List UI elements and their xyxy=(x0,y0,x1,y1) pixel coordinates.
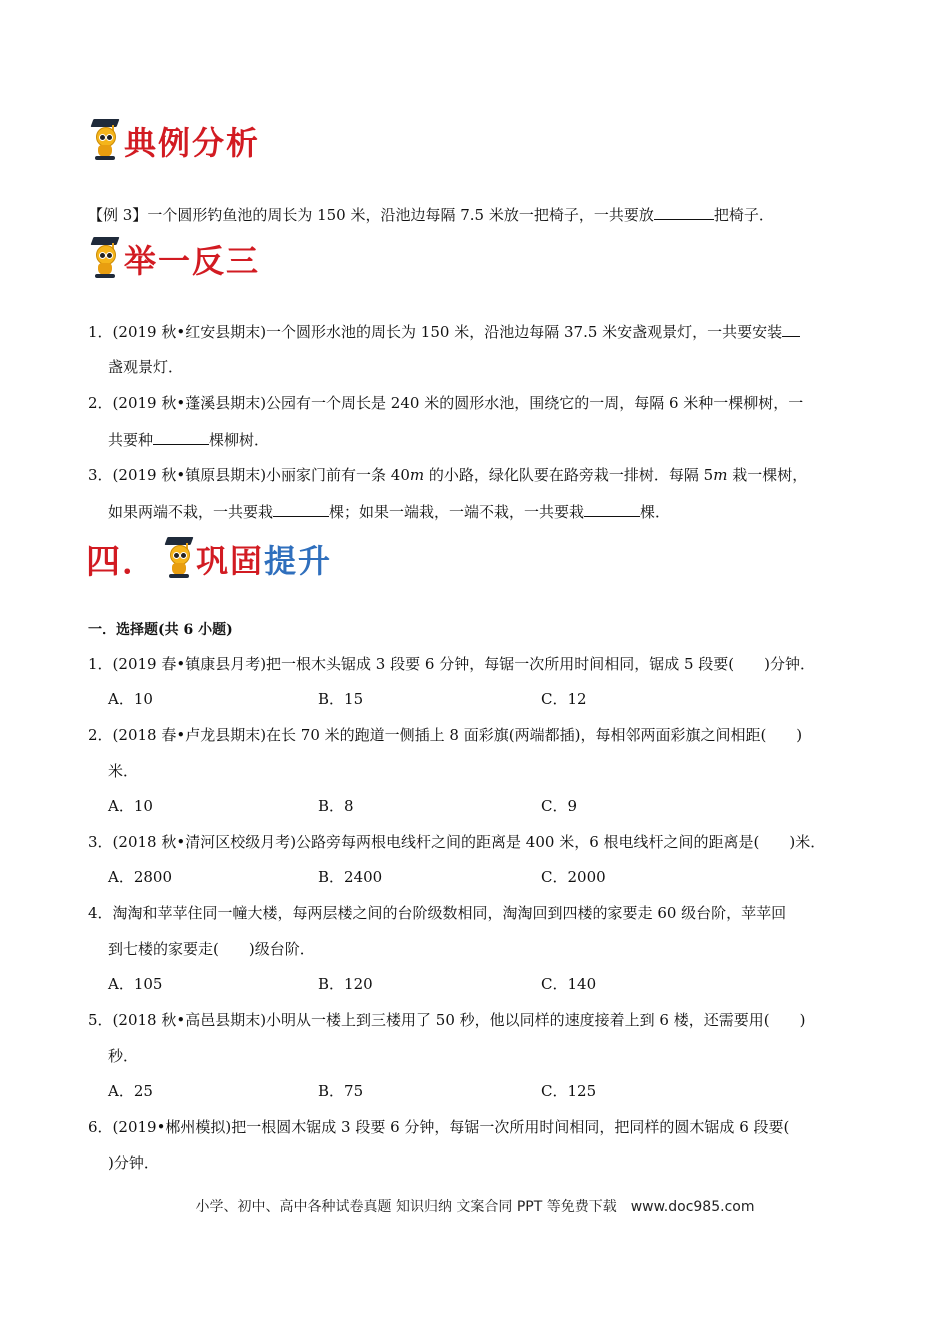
banner-examples xyxy=(88,118,260,164)
banner-practice-text: 举一反三 xyxy=(124,242,261,280)
question-1: 1．(2019 春•镇康县月考)把一根木头锯成 3 段要 6 分钟，每锯一次所用时间相同，锯成 5 段要( )分钟． xyxy=(88,655,815,673)
banner-examples-text: 典例分析 xyxy=(124,124,261,162)
q3-option-b[interactable]: B．2400 xyxy=(318,868,383,886)
question-4: 4．淘淘和苹苹住同一幢大楼，每两层楼之间的台阶级数相同，淘淘回到四楼的家要走 60 级台阶，苹苹回 xyxy=(88,904,787,922)
practice-2: 2．(2019 秋•蓬溪县期末)公园有一个周长是 240 米的圆形水池，围绕它的一周，每隔 6 米种一棵柳树，一 xyxy=(88,394,804,412)
answer-blank xyxy=(782,320,800,337)
q4-option-a[interactable]: A．105 xyxy=(108,975,163,993)
scholar-mascot-icon xyxy=(88,237,122,281)
q5-option-a[interactable]: A．25 xyxy=(108,1082,153,1100)
q1-option-b[interactable]: B．15 xyxy=(318,690,364,708)
answer-blank xyxy=(584,500,640,517)
q2-option-b[interactable]: B．8 xyxy=(318,797,354,815)
answer-blank xyxy=(153,428,209,445)
q1-option-c[interactable]: C．12 xyxy=(541,690,587,708)
scholar-mascot-icon xyxy=(88,119,122,163)
banner-consolidate-b: 提升 xyxy=(264,541,333,580)
practice-3: 3．(2019 秋•镇原县期末)小丽家门前有一条 40m 的小路，绿化队要在路旁栽一排树．每隔 5m 栽一棵树， xyxy=(88,466,808,484)
q3-option-a[interactable]: A．2800 xyxy=(108,868,173,886)
example-label: 【例 3】 xyxy=(88,206,148,224)
q4-option-b[interactable]: B．120 xyxy=(318,975,373,993)
section-title: 一．选择题(共 6 小题) xyxy=(88,622,233,638)
banner-consolidate-a: 巩固 xyxy=(196,541,265,580)
q2-option-c[interactable]: C．9 xyxy=(541,797,578,815)
q2-option-a[interactable]: A．10 xyxy=(108,797,153,815)
practice-1-cont: 盏观景灯． xyxy=(108,358,184,376)
question-3: 3．(2018 秋•清河区校级月考)公路旁每两根电线杆之间的距离是 400 米，6 根电线杆之间的距离是( )米． xyxy=(88,833,826,851)
banner-consolidate-num: 四． xyxy=(86,542,158,582)
practice-1: 1．(2019 秋•红安县期末)一个圆形水池的周长为 150 米，沿池边每隔 37.5 米安盏观景灯，一共要安装 xyxy=(88,320,800,343)
question-4-cont: 到七楼的家要走( )级台阶． xyxy=(108,940,315,958)
banner-practice xyxy=(88,236,260,282)
answer-blank xyxy=(273,500,329,517)
question-2-cont: 米． xyxy=(108,762,139,780)
answer-blank xyxy=(654,203,714,220)
practice-2-cont: 共要种 棵柳树． xyxy=(108,428,269,451)
q4-option-c[interactable]: C．140 xyxy=(541,975,597,993)
question-5: 5．(2018 秋•高邑县期末)小明从一楼上到三楼用了 50 秒，他以同样的速度接着上到 6 楼，还需要用( ) xyxy=(88,1011,806,1029)
question-6-cont: )分钟． xyxy=(108,1154,159,1172)
example-3: 【例 3】一个圆形钓鱼池的周长为 150 米，沿池边每隔 7.5 米放一把椅子，一共要放 把椅子． xyxy=(88,203,774,226)
question-6: 6．(2019•郴州模拟)把一根圆木锯成 3 段要 6 分钟，每锯一次所用时间相同，把同样的圆木锯成 6 段要( xyxy=(88,1118,790,1136)
q5-option-b[interactable]: B．75 xyxy=(318,1082,364,1100)
q3-option-c[interactable]: C．2000 xyxy=(541,868,606,886)
question-5-cont: 秒． xyxy=(108,1047,139,1065)
q1-option-a[interactable]: A．10 xyxy=(108,690,153,708)
question-2: 2．(2018 春•卢龙县期末)在长 70 米的跑道一侧插上 8 面彩旗(两端都插)，每相邻两面彩旗之间相距( ) xyxy=(88,726,803,744)
scholar-mascot-icon xyxy=(162,537,196,581)
page-footer[interactable]: 小学、初中、高中各种试卷真题 知识归纳 文案合同 PPT 等免费下载 www.doc985.com xyxy=(195,1199,755,1215)
q5-option-c[interactable]: C．125 xyxy=(541,1082,597,1100)
banner-consolidate xyxy=(86,534,332,583)
practice-3-cont: 如果两端不栽，一共要栽 棵；如果一端栽，一端不栽，一共要栽 棵． xyxy=(108,500,670,523)
